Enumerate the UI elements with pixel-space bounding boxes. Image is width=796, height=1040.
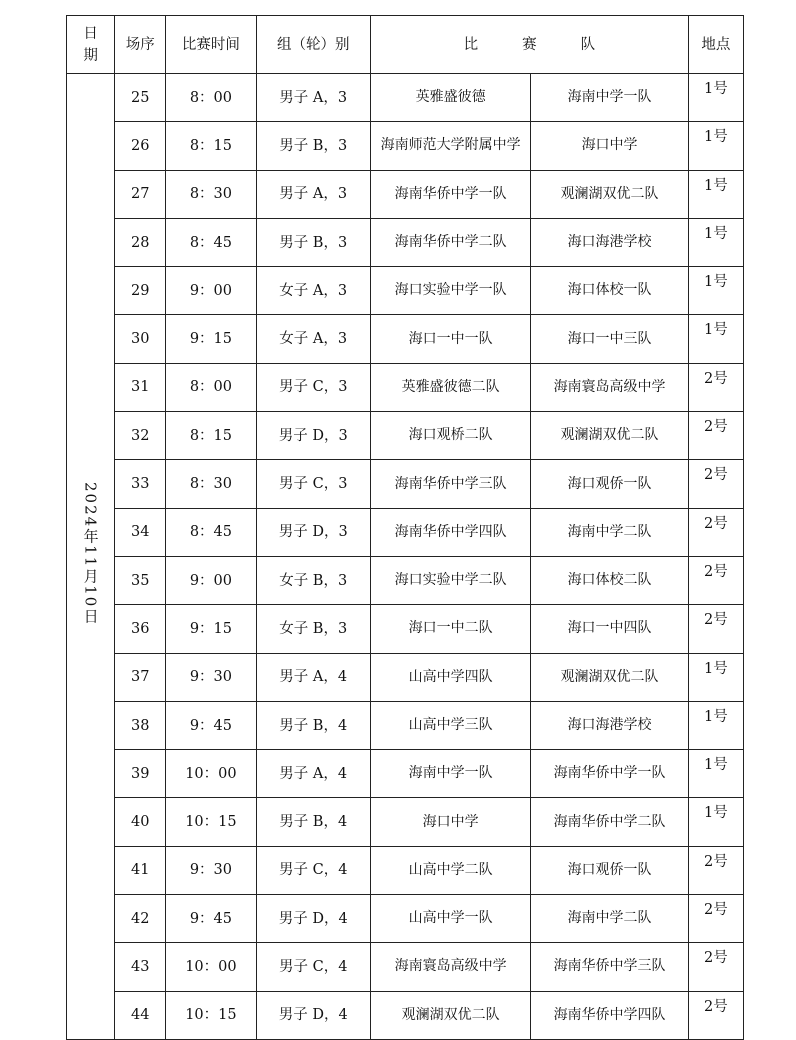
time-cell: 8：45: [166, 508, 256, 556]
table-row: [67, 315, 744, 363]
time-cell: 8：00: [166, 363, 256, 411]
location-cell: 2号: [688, 363, 743, 411]
team2-cell: 海口体校二队: [531, 556, 688, 604]
team2-cell: 海南寰岛高级中学: [531, 363, 688, 411]
group-cell: 男子 A，3: [256, 170, 370, 218]
time-cell: 10：15: [166, 798, 256, 846]
table-row: [67, 267, 744, 315]
time-cell: 9：45: [166, 895, 256, 943]
location-cell: 1号: [688, 653, 743, 701]
team1-cell: 海南师范大学附属中学: [370, 122, 530, 170]
team1-cell: 山高中学四队: [370, 653, 530, 701]
location-cell: 1号: [688, 170, 743, 218]
team1-cell: 山高中学三队: [370, 701, 530, 749]
schedule-table: [66, 15, 744, 1040]
table-row: [67, 412, 744, 460]
team1-cell: 观澜湖双优二队: [370, 991, 530, 1039]
time-cell: 8：15: [166, 122, 256, 170]
header-time: 比赛时间: [166, 16, 256, 74]
header-date: 日期: [67, 16, 115, 74]
match-no-cell: 30: [115, 315, 166, 363]
header-match-no: 场序: [115, 16, 166, 74]
location-cell: 2号: [688, 605, 743, 653]
header-group-round: 组（轮）别: [256, 16, 370, 74]
match-no-cell: 42: [115, 895, 166, 943]
table-row: [67, 74, 744, 122]
group-cell: 男子 B，4: [256, 798, 370, 846]
team1-cell: 海口中学: [370, 798, 530, 846]
time-cell: 9：30: [166, 653, 256, 701]
group-cell: 男子 C，3: [256, 460, 370, 508]
team2-cell: 观澜湖双优二队: [531, 653, 688, 701]
match-no-cell: 34: [115, 508, 166, 556]
group-cell: 女子 B，3: [256, 556, 370, 604]
team2-cell: 海南华侨中学三队: [531, 943, 688, 991]
date-cell: 2024年11月10日: [67, 74, 115, 1040]
time-cell: 9：30: [166, 846, 256, 894]
table-row: [67, 508, 744, 556]
header-location: 地点: [688, 16, 743, 74]
table-row: [67, 556, 744, 604]
team2-cell: 海口观侨一队: [531, 846, 688, 894]
location-cell: 2号: [688, 556, 743, 604]
match-no-cell: 29: [115, 267, 166, 315]
team2-cell: 观澜湖双优二队: [531, 412, 688, 460]
team1-cell: 海口实验中学二队: [370, 556, 530, 604]
time-cell: 10：00: [166, 750, 256, 798]
team2-cell: 海口中学: [531, 122, 688, 170]
group-cell: 男子 D，3: [256, 412, 370, 460]
team2-cell: 海南华侨中学一队: [531, 750, 688, 798]
team1-cell: 英雅盛彼德: [370, 74, 530, 122]
time-cell: 9：00: [166, 267, 256, 315]
location-cell: 1号: [688, 218, 743, 266]
team1-cell: 海口一中二队: [370, 605, 530, 653]
group-cell: 男子 A，4: [256, 653, 370, 701]
time-cell: 9：00: [166, 556, 256, 604]
team2-cell: 海南中学一队: [531, 74, 688, 122]
time-cell: 8：30: [166, 170, 256, 218]
table-row: [67, 798, 744, 846]
match-no-cell: 35: [115, 556, 166, 604]
team1-cell: 海口一中一队: [370, 315, 530, 363]
team2-cell: 海口海港学校: [531, 701, 688, 749]
time-cell: 10：00: [166, 943, 256, 991]
group-cell: 男子 B，4: [256, 701, 370, 749]
group-cell: 女子 A，3: [256, 267, 370, 315]
match-no-cell: 38: [115, 701, 166, 749]
group-cell: 男子 D，4: [256, 895, 370, 943]
location-cell: 2号: [688, 943, 743, 991]
group-cell: 男子 D，4: [256, 991, 370, 1039]
team1-cell: 山高中学一队: [370, 895, 530, 943]
team1-cell: 海南华侨中学四队: [370, 508, 530, 556]
location-cell: 1号: [688, 798, 743, 846]
location-cell: 2号: [688, 508, 743, 556]
team2-cell: 海口一中三队: [531, 315, 688, 363]
location-cell: 2号: [688, 412, 743, 460]
match-no-cell: 36: [115, 605, 166, 653]
match-no-cell: 43: [115, 943, 166, 991]
match-no-cell: 40: [115, 798, 166, 846]
time-cell: 9：45: [166, 701, 256, 749]
table-row: [67, 605, 744, 653]
location-cell: 1号: [688, 74, 743, 122]
team1-cell: 海南华侨中学二队: [370, 218, 530, 266]
location-cell: 2号: [688, 895, 743, 943]
match-no-cell: 41: [115, 846, 166, 894]
group-cell: 男子 D，3: [256, 508, 370, 556]
table-row: [67, 653, 744, 701]
location-cell: 1号: [688, 122, 743, 170]
location-cell: 2号: [688, 846, 743, 894]
time-cell: 8：30: [166, 460, 256, 508]
group-cell: 女子 B，3: [256, 605, 370, 653]
group-cell: 女子 A，3: [256, 315, 370, 363]
group-cell: 男子 B，3: [256, 218, 370, 266]
group-cell: 男子 B，3: [256, 122, 370, 170]
time-cell: 10：15: [166, 991, 256, 1039]
team2-cell: 海南华侨中学二队: [531, 798, 688, 846]
team1-cell: 海南华侨中学三队: [370, 460, 530, 508]
header-row: [67, 16, 744, 74]
team2-cell: 海口观侨一队: [531, 460, 688, 508]
group-cell: 男子 C，4: [256, 943, 370, 991]
team2-cell: 海口体校一队: [531, 267, 688, 315]
team2-cell: 海口一中四队: [531, 605, 688, 653]
header-match: 比 赛 队: [370, 16, 688, 74]
time-cell: 8：00: [166, 74, 256, 122]
group-cell: 男子 A，4: [256, 750, 370, 798]
time-cell: 9：15: [166, 315, 256, 363]
location-cell: 1号: [688, 267, 743, 315]
match-no-cell: 37: [115, 653, 166, 701]
team1-cell: 山高中学二队: [370, 846, 530, 894]
group-cell: 男子 C，4: [256, 846, 370, 894]
location-cell: 2号: [688, 991, 743, 1039]
table-row: [67, 846, 744, 894]
time-cell: 8：15: [166, 412, 256, 460]
location-cell: 1号: [688, 750, 743, 798]
location-cell: 1号: [688, 315, 743, 363]
match-no-cell: 28: [115, 218, 166, 266]
team1-cell: 海口实验中学一队: [370, 267, 530, 315]
team2-cell: 海南中学二队: [531, 508, 688, 556]
table-row: [67, 460, 744, 508]
match-no-cell: 27: [115, 170, 166, 218]
match-no-cell: 26: [115, 122, 166, 170]
match-no-cell: 33: [115, 460, 166, 508]
table-row: [67, 895, 744, 943]
table-row: [67, 122, 744, 170]
table-row: [67, 943, 744, 991]
match-no-cell: 44: [115, 991, 166, 1039]
match-no-cell: 39: [115, 750, 166, 798]
table-row: [67, 991, 744, 1039]
table-row: [67, 170, 744, 218]
table-row: [67, 363, 744, 411]
table-row: [67, 218, 744, 266]
team2-cell: 海南中学二队: [531, 895, 688, 943]
team1-cell: 海南中学一队: [370, 750, 530, 798]
match-no-cell: 31: [115, 363, 166, 411]
team1-cell: 海南华侨中学一队: [370, 170, 530, 218]
table-row: [67, 701, 744, 749]
time-cell: 8：45: [166, 218, 256, 266]
group-cell: 男子 A，3: [256, 74, 370, 122]
time-cell: 9：15: [166, 605, 256, 653]
group-cell: 男子 C，3: [256, 363, 370, 411]
team2-cell: 海口海港学校: [531, 218, 688, 266]
table-row: [67, 750, 744, 798]
location-cell: 2号: [688, 460, 743, 508]
team1-cell: 海南寰岛高级中学: [370, 943, 530, 991]
match-no-cell: 32: [115, 412, 166, 460]
team2-cell: 观澜湖双优二队: [531, 170, 688, 218]
match-no-cell: 25: [115, 74, 166, 122]
team1-cell: 海口观桥二队: [370, 412, 530, 460]
location-cell: 1号: [688, 701, 743, 749]
team1-cell: 英雅盛彼德二队: [370, 363, 530, 411]
team2-cell: 海南华侨中学四队: [531, 991, 688, 1039]
